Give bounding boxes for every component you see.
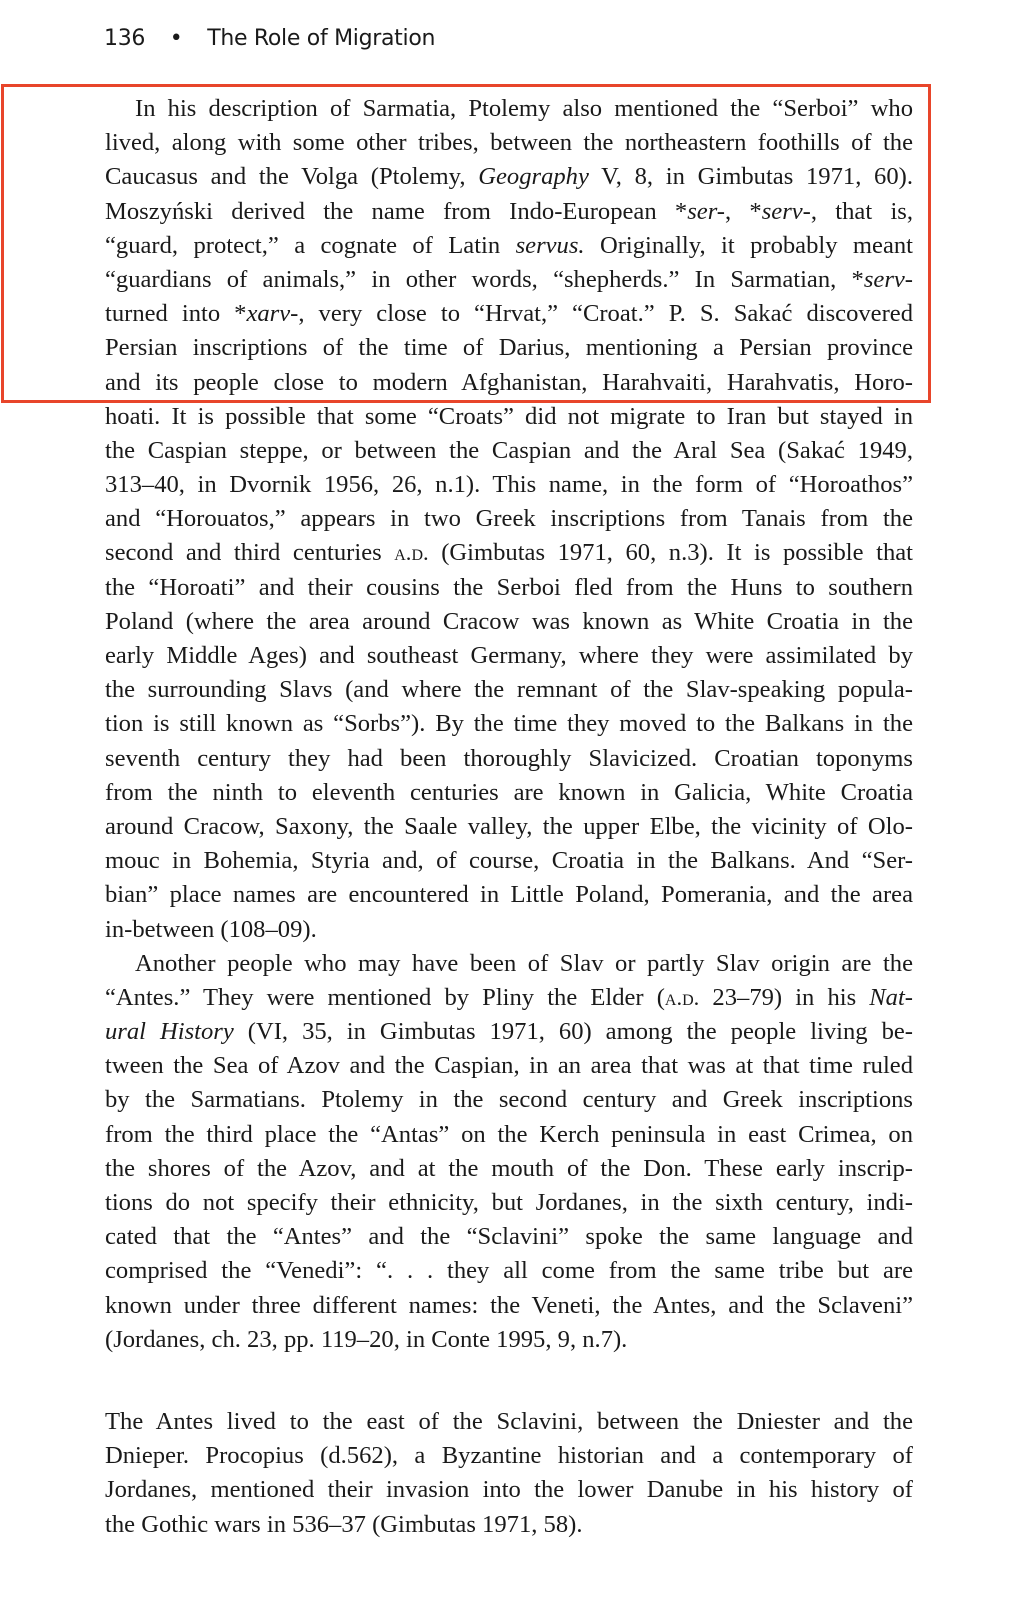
text-line: bian” place names are encountered in Little Poland, Pomerania, and the area	[105, 881, 913, 909]
text-line: tions do not specify their ethnicity, but Jordanes, in the sixth century, indi-	[105, 1189, 913, 1216]
paragraph-p2	[105, 947, 913, 1357]
body-text	[105, 92, 913, 1542]
text-line: the Gothic wars in 536–37 (Gimbutas 1971, 58).	[105, 1510, 583, 1538]
text-line: the shores of the Azov, and at the mouth of the Don. These early inscrip-	[105, 1154, 913, 1182]
chapter-title: The Role of Migration	[207, 26, 436, 51]
text-line: in-between (108–09).	[105, 915, 317, 943]
text-line: “guard, protect,” a cognate of Latin servus. Originally, it probably meant	[105, 231, 913, 259]
text-line: “guardians of animals,” in other words, “shepherds.” In Sarmatian, *serv-	[105, 265, 913, 293]
text-line: second and third centuries a.d. (Gimbutas 1971, 60, n.3). It is possible that	[105, 539, 913, 567]
bullet-separator-icon: •	[169, 26, 183, 51]
text-line: The Antes lived to the east of the Sclavini, between the Dniester and the	[105, 1407, 913, 1435]
text-line: from the ninth to eleventh centuries are known in Galicia, White Croatia	[105, 778, 913, 806]
text-line: from the third place the “Antas” on the Kerch peninsula in east Crimea, on	[105, 1120, 913, 1148]
text-line: tween the Sea of Azov and the Caspian, in an area that was at that time ruled	[105, 1052, 913, 1080]
text-line: and “Horouatos,” appears in two Greek inscriptions from Tanais from the	[105, 505, 913, 533]
paragraph-p1	[105, 92, 913, 947]
text-line: ural History (VI, 35, in Gimbutas 1971, 60) among the people living be-	[105, 1018, 913, 1046]
text-line: Poland (where the area around Cracow was known as White Croatia in the	[105, 607, 913, 635]
page-number: 136	[104, 26, 146, 51]
text-line: Caucasus and the Volga (Ptolemy, Geography V, 8, in Gimbutas 1971, 60).	[105, 163, 913, 191]
text-line: by the Sarmatians. Ptolemy in the second century and Greek inscriptions	[105, 1086, 913, 1114]
text-line: turned into *xarv-, very close to “Hrvat,” “Croat.” P. S. Sakać discovered	[105, 300, 913, 328]
text-line: tion is still known as “Sorbs”). By the time they moved to the Balkans in the	[105, 710, 913, 738]
text-line: the Caspian steppe, or between the Caspian and the Aral Sea (Sakać 1949,	[105, 436, 913, 464]
text-line: early Middle Ages) and southeast Germany, where they were assimilated by	[105, 642, 913, 669]
text-line: In his description of Sarmatia, Ptolemy also mentioned the “Serboi” who	[135, 95, 913, 122]
text-line: “Antes.” They were mentioned by Pliny the Elder (a.d. 23–79) in his Nat-	[105, 983, 913, 1011]
text-line: around Cracow, Saxony, the Saale valley, the upper Elbe, the vicinity of Olo-	[105, 812, 913, 840]
running-head	[104, 26, 435, 51]
text-line: known under three different names: the Veneti, the Antes, and the Sclaveni”	[105, 1291, 913, 1319]
text-line: Moszyński derived the name from Indo-European *ser-, *serv-, that is,	[105, 197, 913, 225]
text-line: mouc in Bohemia, Styria and, of course, Croatia in the Balkans. And “Ser-	[105, 847, 913, 875]
text-line: lived, along with some other tribes, between the northeastern foothills of the	[105, 129, 913, 157]
text-line: and its people close to modern Afghanistan, Harahvaiti, Harahvatis, Horo-	[105, 368, 913, 396]
text-line: (Jordanes, ch. 23, pp. 119–20, in Conte 1995, 9, n.7).	[105, 1325, 628, 1353]
text-line: Dnieper. Procopius (d.562), a Byzantine historian and a contemporary of	[105, 1442, 913, 1470]
text-line: comprised the “Venedi”: “. . . they all come from the same tribe but are	[105, 1257, 913, 1285]
text-line: cated that the “Antes” and the “Sclavini” spoke the same language and	[105, 1223, 913, 1251]
section-gap	[105, 1357, 913, 1405]
text-line: 313–40, in Dvornik 1956, 26, n.1). This name, in the form of “Horoathos”	[105, 471, 913, 499]
text-line: seventh century they had been thoroughly Slavicized. Croatian toponyms	[105, 744, 913, 772]
text-line: Jordanes, mentioned their invasion into the lower Danube in his history of	[105, 1476, 913, 1504]
text-line: the “Horoati” and their cousins the Serboi fled from the Huns to southern	[105, 573, 913, 601]
text-line: hoati. It is possible that some “Croats” did not migrate to Iran but stayed in	[105, 402, 913, 430]
text-line: the surrounding Slavs (and where the remnant of the Slav-speaking popula-	[105, 676, 913, 704]
text-line: Another people who may have been of Slav or partly Slav origin are the	[135, 949, 913, 977]
paragraph-p3	[105, 1405, 913, 1542]
text-line: Persian inscriptions of the time of Darius, mentioning a Persian province	[105, 334, 913, 362]
